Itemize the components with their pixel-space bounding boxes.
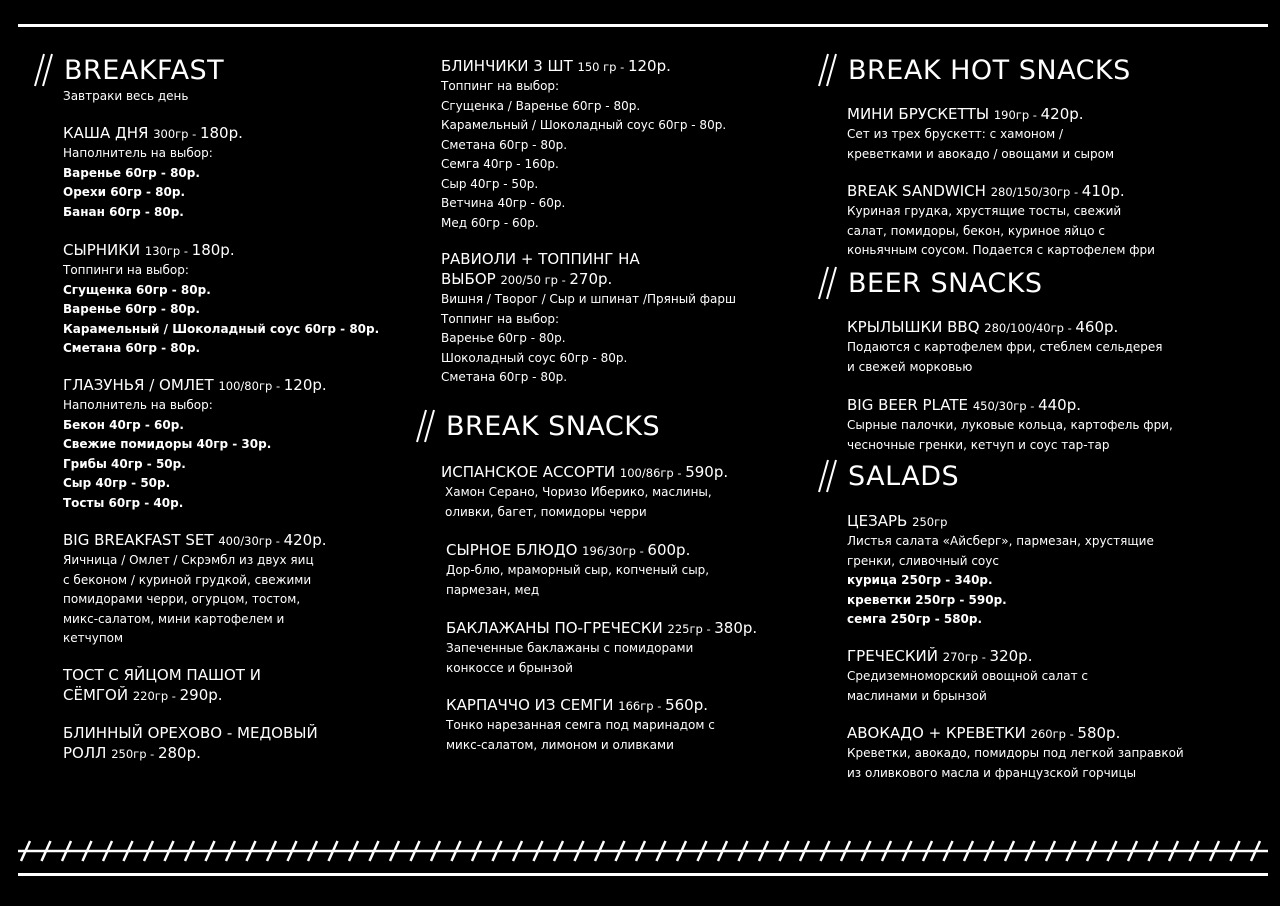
menu-item-ispanskoe-assorti: ИСПАНСКОЕ АССОРТИ 100/86гр - 590р. Хамон Серано, Чоризо Иберико, маслины, оливки, багет, помидоры черри (441, 463, 729, 519)
salads-heading (816, 458, 959, 494)
menu-item-cezar: ЦЕЗАРЬ 250гр Листья салата «Айсберг», пармезан, хрустящие гренки, сливочный соус курица 250гр - 340р. креветки 250гр - 590р. семга 250гр - 580р. (847, 512, 1154, 626)
double-slash-icon (32, 52, 54, 88)
menu-item-kasha: КАША ДНЯ 300гр - 180р. Наполнитель на выбор: Варенье 60гр - 80р. Орехи 60гр - 80р. Банан 60гр - 80р. (63, 124, 243, 219)
slash-border-decoration (18, 840, 1268, 862)
bottom-divider (18, 873, 1268, 876)
menu-item-big-beer-plate: BIG BEER PLATE 450/30гр - 440р. Сырные палочки, луковые кольца, картофель фри, чесночные гренки, кетчуп и соус тар-тар (847, 396, 1173, 452)
section-title: BREAKFAST (64, 54, 225, 86)
menu-item-krylyshki-bbq: КРЫЛЫШКИ BBQ 280/100/40гр - 460р. Подаются с картофелем фри, стеблем сельдерея и свежей морковью (847, 318, 1163, 374)
menu-item-baklazhany: БАКЛАЖАНЫ ПО-ГРЕЧЕСКИ 225гр - 380р. Запеченные баклажаны с помидорами конкоссе и брынзой (446, 619, 758, 675)
double-slash-icon (816, 52, 838, 88)
double-slash-icon (816, 458, 838, 494)
section-title: BEER SNACKS (848, 267, 1043, 299)
menu-item-grecheskiy: ГРЕЧЕСКИЙ 270гр - 320р. Средиземноморский овощной салат с маслинами и брынзой (847, 647, 1088, 703)
top-divider (18, 24, 1268, 27)
menu-item-ravioli: РАВИОЛИ + ТОППИНГ НА ВЫБОР 200/50 гр - 270р. Вишня / Творог / Сыр и шпинат /Пряный фарш Топпинг на выбор: Варенье 60гр - 80р. Шоколадный соус 60гр - 80р. Сметана 60гр - 80р. (441, 250, 737, 384)
break-snacks-heading (414, 408, 660, 444)
menu-item-syrniki: СЫРНИКИ 130гр - 180р. Топпинги на выбор: Сгущенка 60гр - 80р. Варенье 60гр - 80р. Карамельный / Шоколадный соус 60гр - 80р. Сметана 60гр - 80р. (63, 241, 380, 355)
breakfast-subtitle: Завтраки весь день (63, 89, 189, 103)
menu-item-blinny-roll: БЛИННЫЙ ОРЕХОВО - МЕДОВЫЙ РОЛЛ 250гр - 280р. (63, 724, 318, 762)
menu-item-break-sandwich: BREAK SANDWICH 280/150/30гр - 410р. Куриная грудка, хрустящие тосты, свежий салат, помидоры, бекон, куриное яйцо с коньячным соусом. Подается с картофелем фри (847, 182, 1155, 257)
menu-item-mini-brusketty: МИНИ БРУСКЕТТЫ 190гр - 420р. Сет из трех брускетт: с хамоном / креветками и авокадо / овощами и сыром (847, 105, 1115, 161)
menu-item-blinchiki: БЛИНЧИКИ 3 ШТ 150 гр - 120р. Топпинг на выбор: Сгущенка / Варенье 60гр - 80р. Карамельный / Шоколадный соус 60гр - 80р. Сметана 60гр - 80р. Семга 40гр - 160р. Сыр 40гр - 50р. Ветчина 40гр - 60р. Мед 60гр - 60р. (441, 57, 727, 230)
break-hot-snacks-heading (816, 52, 1131, 88)
menu-item-avokado-krevetki: АВОКАДО + КРЕВЕТКИ 260гр - 580р. Креветки, авокадо, помидоры под легкой заправкой из оливкового масла и французской горчицы (847, 724, 1184, 780)
menu-item-glazunya: ГЛАЗУНЬЯ / ОМЛЕТ 100/80гр - 120р. Наполнитель на выбор: Бекон 40гр - 60р. Свежие помидоры 40гр - 30р. Грибы 40гр - 50р. Сыр 40гр - 50р. Тосты 60гр - 40р. (63, 376, 327, 510)
section-title: BREAK SNACKS (446, 410, 661, 442)
section-title: SALADS (848, 460, 960, 492)
menu-item-tost-pashot: ТОСТ С ЯЙЦОМ ПАШОТ И СЁМГОЙ 220гр - 290р. (63, 666, 261, 704)
section-title: BREAK HOT SNACKS (848, 54, 1131, 86)
menu-item-big-breakfast: BIG BREAKFAST SET 400/30гр - 420р. Яичница / Омлет / Скрэмбл из двух яиц с беконом / куриной грудкой, свежими помидорами черри, огурцом, тостом, микс-салатом, мини картофелем и кетчупом (63, 531, 327, 645)
double-slash-icon (414, 408, 436, 444)
menu-item-karpachcho: КАРПАЧЧО ИЗ СЕМГИ 166гр - 560р. Тонко нарезанная семга под маринадом с микс-салатом, лимоном и оливками (446, 696, 715, 752)
menu-item-syrnoe-blyudo: СЫРНОЕ БЛЮДО 196/30гр - 600р. Дор-блю, мраморный сыр, копченый сыр, пармезан, мед (446, 541, 710, 597)
double-slash-icon (816, 265, 838, 301)
beer-snacks-heading (816, 265, 1043, 301)
breakfast-heading (32, 52, 224, 88)
